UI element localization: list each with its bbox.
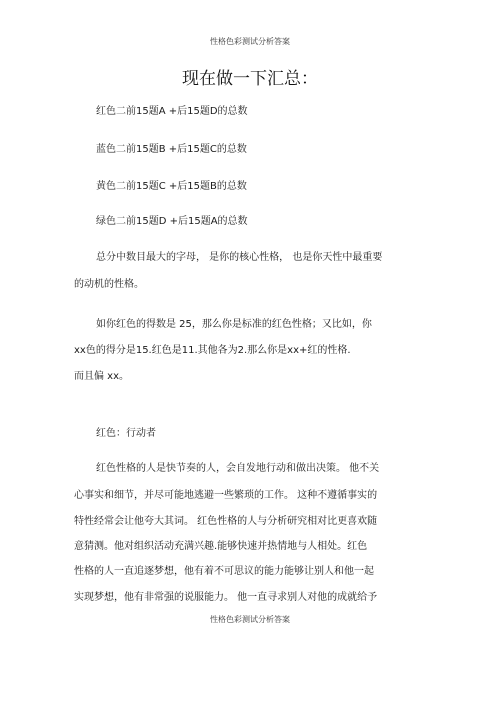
page-header: 性格色彩测试分析答案 [210, 37, 290, 46]
paragraph-line: 如你红色的得数是 25，那么你是标准的红色性格；又比如，你 [96, 319, 372, 330]
summary-line-green: 绿色二前15题D +后15题A的总数 [96, 216, 248, 227]
paragraph-line: 的动机的性格。 [74, 279, 144, 290]
paragraph-line: 实现梦想，他有非常强的说服能力。 他一直寻求别人对他的成就给予 [74, 592, 378, 603]
section-heading: 红色：行动者 [96, 428, 156, 439]
paragraph-line: 特性经常会让他夸大其词。 红色性格的人与分析研究相对比更喜欢随 [74, 516, 378, 527]
summary-line-red: 红色二前15题A +后15题D的总数 [96, 106, 248, 117]
paragraph-line: 心事实和细节，并尽可能地逃避一些繁琐的工作。 这种不遵循事实的 [74, 490, 378, 501]
paragraph-line: xx色的得分是15.红色是11.其他各为2.那么你是xx+红的性格. [74, 345, 351, 356]
summary-line-yellow: 黄色二前15题C +后15题B的总数 [96, 181, 247, 192]
paragraph-line: 性格的人一直追逐梦想，他有着不可思议的能力能够让别人和他一起 [74, 566, 374, 577]
paragraph-line: 红色性格的人是快节奏的人，会自发地行动和做出决策。 他不关 [96, 463, 380, 474]
paragraph-line: 总分中数目最大的字母， 是你的核心性格， 也是你天性中最重要 [96, 252, 383, 263]
page-footer: 性格色彩测试分析答案 [210, 615, 290, 624]
summary-line-blue: 蓝色二前15题B +后15题C的总数 [96, 144, 247, 155]
paragraph-line: 而且偏 xx。 [74, 371, 130, 382]
page-title: 现在做一下汇总： [182, 69, 318, 89]
paragraph-line: 意猜测。他对组织活动充满兴趣.能够快速并热情地与人相处。红色 [74, 541, 368, 552]
